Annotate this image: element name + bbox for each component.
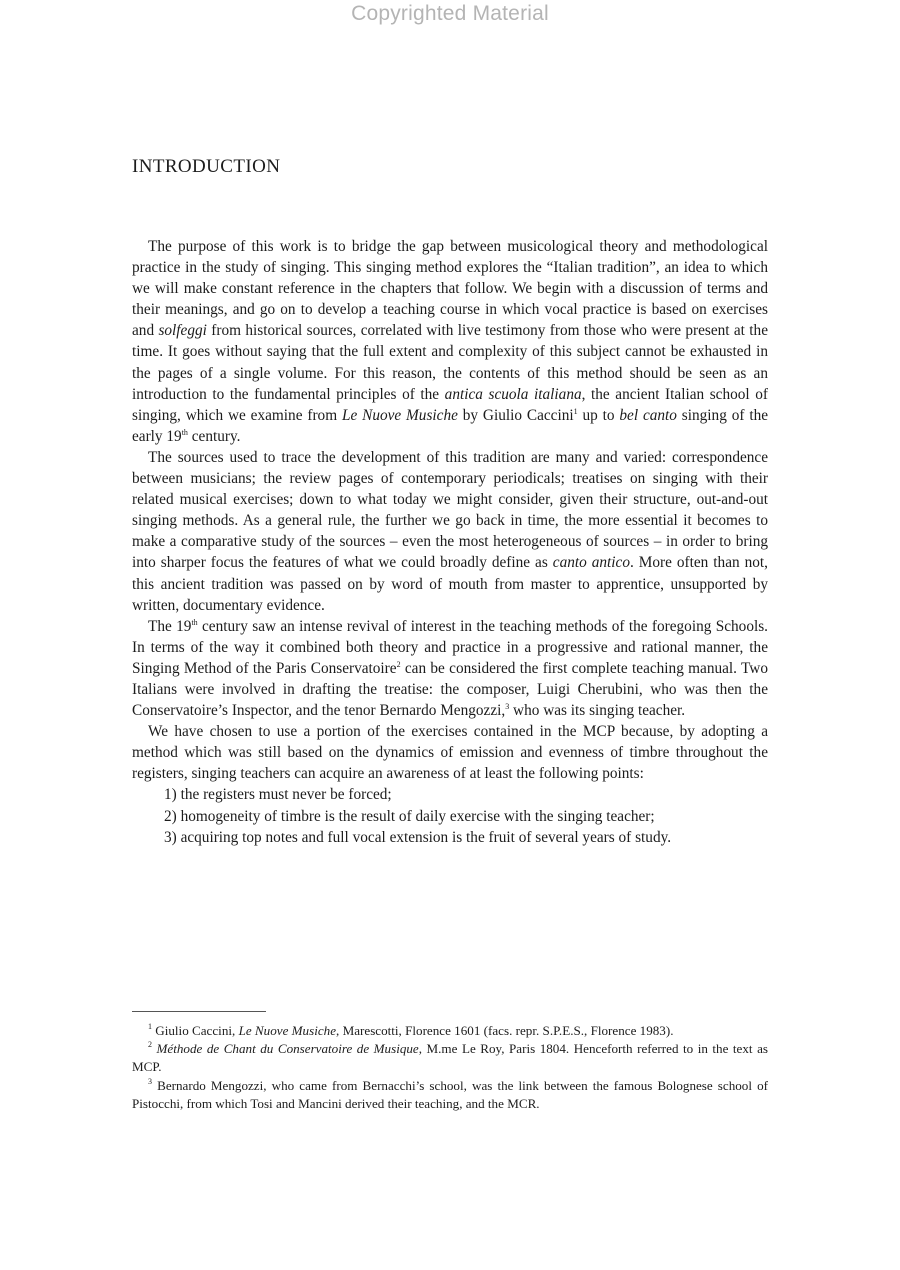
page-title: INTRODUCTION bbox=[132, 156, 281, 177]
footnote-3: $^3$ Bernardo Mengozzi, who came from Bernacchi’s school, was the link between the famous Bolognese school of Pistocchi, from which Tosi and Mancini derived their teaching, and the MCR. bbox=[132, 1076, 768, 1111]
footnote-2: $^2$ Méthode de Chant du Conservatoire de Musique, M.me Le Roy, Paris 1804. Henceforth referred to in the text as MCP. bbox=[132, 1040, 768, 1075]
footnote-ref-3: 3 bbox=[505, 702, 510, 712]
paragraph-1: The purpose of this work is to bridge the gap between musicological theory and methodological practice in the study of singing. This singing method explores the “Italian tradition”, an idea to which we will make constant reference in the chapters that follow. We begin with a discussion of terms and their meanings, and go on to develop a teaching course in which vocal practice is based on exercises and solfeggi from historical sources, correlated with live testimony from those who were present at the time. It goes without saying that the full extent and complexity of this subject cannot be exhausted in the pages of a single volume. For this reason, the contents of this method should be seen as an introduction to the fundamental principles of the antica scuola italiana, the ancient Italian school of singing, which we examine from Le Nuove Musiche by Giulio Caccini$^1$ up to bel canto singing of the early 19th century. bbox=[132, 238, 769, 445]
footnote-1: $^1$ Giulio Caccini, Le Nuove Musiche, Marescotti, Florence 1601 (facs. repr. S.P.E.S., Florence 1983). bbox=[148, 1022, 674, 1038]
footnote-ref-2: 2 bbox=[396, 659, 401, 669]
body-text bbox=[132, 236, 768, 848]
paragraph-4: We have chosen to use a portion of the exercises contained in the MCP because, by adopting a method which was still based on the dynamics of emission and evenness of timbre throughout the registers, singing teachers can acquire an awareness of at least the following points: bbox=[132, 723, 768, 783]
footnotes bbox=[132, 1022, 768, 1113]
list-item: 3) acquiring top notes and full vocal extension is the fruit of several years of study. bbox=[164, 828, 672, 846]
paragraph-2: The sources used to trace the development of this tradition are many and varied: correspondence between musicians; the review pages of contemporary periodicals; treatises on singing with their related musical exercises; down to what today we might consider, given their structure, out-and-out singing methods. As a general rule, the further we go back in time, the more essential it becomes to make a comparative study of the sources – even the most heterogeneous of sources – in order to bring into sharper focus the features of what we could broadly define as canto antico. More often than not, this ancient tradition was passed on by word of mouth from master to apprentice, unsupported by written, documentary evidence. bbox=[132, 448, 768, 614]
list-item: 1) the registers must never be forced; bbox=[164, 786, 392, 804]
footnote-divider bbox=[132, 1011, 266, 1012]
footnote-ref-1: 1 bbox=[573, 406, 578, 416]
paragraph-3: The 19th century saw an intense revival of interest in the teaching methods of the foregoing Schools. In terms of the way it combined both theory and practice in a progressive and rational manner, the Singing Method of the Paris Conservatoire$^2$ can be considered the first complete teaching manual. Two Italians were involved in drafting the treatise: the composer, Luigi Cherubini, who was then the Conservatoire’s Inspector, and the tenor Bernardo Mengozzi,$^3$ who was its singing teacher. bbox=[132, 617, 769, 720]
list-item: 2) homogeneity of timbre is the result of daily exercise with the singing teacher; bbox=[164, 807, 655, 825]
copyright-watermark: Copyrighted Material bbox=[351, 2, 549, 25]
